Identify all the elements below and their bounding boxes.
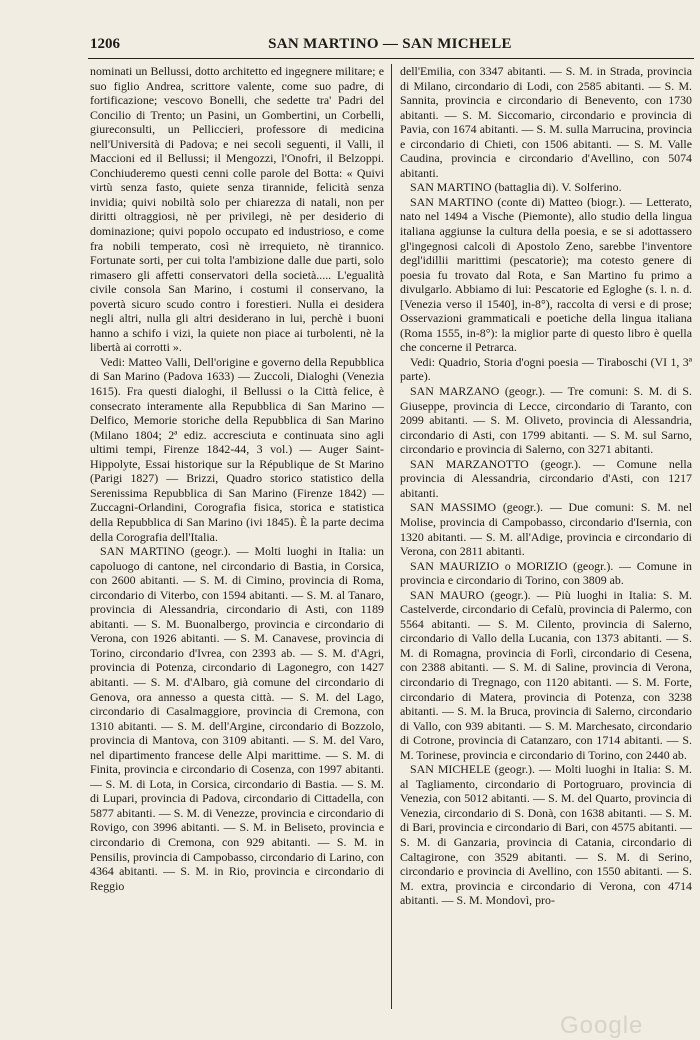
paragraph: SAN MARTINO (conte di) Matteo (biogr.). — Letterato, nato nel 1494 a Vische (Piemonte), allo studio della lingua italiana aggiunse la cultura della poesia, e se si adottassero gl'ingegnosi calcoli di Apostolo Zeno, sarebbe l'inventore degl'idillii marittimi (pescatorie); ma cotesto genere di poesia fu trovato dal Rota, e San Martino fu primo a divulgarlo. Abbiamo di lui: Pescatorie ed Egloghe (s. l. n. d. [Venezia verso il 1540], in-8°), raccolta di versi e di prose; Osservazioni grammaticali e poetiche della lingua italiana (Roma 1555, in-8°): la miglior parte di questo libro è quella che concerne il Petrarca.: [400, 194, 692, 355]
paragraph: dell'Emilia, con 3347 abitanti. — S. M. in Strada, provincia di Milano, circondario di Lodi, con 2585 abitanti. — S. M. Sannita, provincia e circondario di Benevento, con 1730 abitanti. — S. M. Siccomario, circondario e provincia di Pavia, con 1674 abitanti. — S. M. sulla Marrucina, provincia e circondario di Chieti, con 1506 abitanti. — S. M. Valle Caudina, provincia e circondario d'Avellino, con 5074 abitanti.: [400, 64, 692, 180]
paragraph: SAN MASSIMO (geogr.). — Due comuni: S. M. nel Molise, provincia di Campobasso, circondario d'Isernia, con 1320 abitanti. — S. M. all'Adige, provincia e circondario di Verona, con 2811 abitanti.: [400, 500, 692, 559]
paragraph: SAN MAURO (geogr.). — Più luoghi in Italia: S. M. Castelverde, circondario di Cefalù, provincia di Palermo, con 5564 abitanti. — S. M. Cilento, provincia di Salerno, circondario di Vallo della Lucania, con 1373 abitanti. — S. M. di Romagna, provincia di Forlì, circondario di Cesena, con 2388 abitanti. — S. M. di Saline, provincia di Verona, circondario di Tregnago, con 1120 abitanti. — S. M. Forte, circondario di Matera, provincia di Potenza, con 3238 abitanti. — S. M. la Bruca, provincia di Salerno, circondario di Vallo, con 939 abitanti. — S. M. Marchesato, circondario di Cotrone, provincia di Catanzaro, con 1714 abitanti. — S. M. Torinese, provincia e circondario di Torino, con 2440 ab.: [400, 587, 692, 762]
right-column: [400, 64, 692, 989]
page-number: 1206: [90, 36, 120, 52]
paragraph: SAN MAURIZIO o MORIZIO (geogr.). — Comune in provincia e circondario di Torino, con 3809 ab.: [400, 558, 692, 588]
paragraph: SAN MARTINO (geogr.). — Molti luoghi in Italia: un capoluogo di cantone, nel circondario di Bastia, in Corsica, con 2600 abitanti. — S. M. di Cimino, provincia di Roma, circondario di Viterbo, con 1594 abitanti. — S. M. al Tanaro, provincia di Alessandria, circondario di Asti, con 1189 abitanti. — S. M. Buonalbergo, provincia e circondario di Verona, con 1926 abitanti. — S. M. Canavese, provincia di Torino, circondario d'Ivrea, con 2393 ab. — S. M. d'Agri, provincia di Potenza, circondario di Lagonegro, con 1427 abitanti. — S. M. d'Albaro, già comune del circondario di Genova, ora annesso a questa città. — S. M. del Lago, circondario di Casalmaggiore, provincia di Cremona, con 1310 abitanti. — S. M. dell'Argine, circondario di Bozzolo, provincia di Mantova, con 3109 abitanti. — S. M. del Varo, nel dipartimento francese delle Alpi marittime. — S. M. di Finita, provincia e circondario di Cosenza, con 1997 abitanti. — S. M. di Lota, in Corsica, circondario di Bastia. — S. M. di Lupari, provincia di Padova, circondario di Cittadella, con 5877 abitanti. — S. M. di Venezze, provincia e circondario di Rovigo, con 3996 abitanti. — S. M. in Beliseto, provincia e circondario di Cremona, con 929 abitanti. — S. M. in Pensilis, provincia di Campobasso, circondario di Larino, con 4364 abitanti. — S. M. in Rio, provincia e circondario di Reggio: [90, 544, 384, 893]
header-rule: [88, 58, 694, 59]
paragraph: SAN MARZANOTTO (geogr.). — Comune nella provincia di Alessandria, circondario d'Asti, con 1217 abitanti.: [400, 456, 692, 500]
running-header: [90, 36, 690, 56]
paragraph: SAN MICHELE (geogr.). — Molti luoghi in Italia: S. M. al Tagliamento, circondario di Portogruaro, provincia di Venezia, con 5012 abitanti. — S. M. del Quarto, provincia di Venezia, circondario di S. Donà, con 1638 abitanti. — S. M. di Bari, provincia e circondario di Bari, con 4575 abitanti. — S. M. di Ganzaria, provincia di Catania, circondario di Caltagirone, con 3529 abitanti. — S. M. di Serino, circondario e provincia di Avellino, con 1550 abitanti. — S. M. extra, provincia e circondario di Verona, con 4714 abitanti. — S. M. Mondovì, pro-: [400, 762, 692, 908]
watermark: Google: [560, 1012, 644, 1039]
left-column: [90, 64, 384, 989]
paragraph: SAN MARTINO (battaglia di). V. Solferino.: [410, 180, 622, 195]
column-divider: [391, 64, 392, 1009]
running-title: SAN MARTINO — SAN MICHELE: [268, 36, 512, 52]
paragraph: Vedi: Quadrio, Storia d'ogni poesia — Tiraboschi (VI 1, 3ª parte).: [400, 354, 692, 384]
paragraph: Vedi: Matteo Valli, Dell'origine e governo della Repubblica di San Marino (Padova 1633) — Zuccoli, Dialoghi (Venezia 1615). Fra questi dialoghi, il Bellussi o la Città felice, è consecrato interamente alla Repubblica di San Marino — Delfico, Memorie storiche della Repubblica di San Marino (Milano 1804; 2ª ediz. accresciuta e continuata sino agli ultimi tempi, Firenze 1842-44, 3 vol.) — Auger Saint-Hippolyte, Essai historique sur la République de St Marino (Parigi 1827) — Brizzi, Quadro storico statistico della Serenissima Repubblica di San Marino (Firenze 1842) — Zuccagni-Orlandini, Corografia fisica, storica e statistica della Repubblica di San Marino (ivi 1845). È la parte decima della Corografia dell'Italia.: [90, 354, 384, 544]
paragraph: SAN MARZANO (geogr.). — Tre comuni: S. M. di S. Giuseppe, provincia di Lecce, circondario di Taranto, con 2099 abitanti. — S. M. Oliveto, provincia di Alessandria, circondario di Asti, con 1799 abitanti. — S. M. sul Sarno, circondario e provincia di Salerno, con 3271 abitanti.: [400, 384, 692, 457]
paragraph: nominati un Bellussi, dotto architetto ed ingegnere militare; e suo figlio Andrea, scrittore valente, come suo padre, di fortificazione; vescovo Bonelli, che sedette tra' Padri del Concilio di Trento; un Pasini, un Gombertini, un Corbelli, giureconsulti, un Pelliccieri, professore di medicina nell'Università di Padova; e nei secoli seguenti, il Valli, il Maccioni ed il Bellussi; il Mengozzi, l'Onofri, il Belzoppi. Conchiuderemo questi cenni colle parole del Botta: « Quivi virtù senza fasto, quiete senza tirannide, felicità senza invidia; quivi nobiltà solo per chiarezza di natali, non per diritti oltraggiosi, nè per privilegi, nè per desiderio di dominazione; quivi popolo occupato ed industrioso, e come fra nobili temperato, così nè irrequieto, nè tirannico. Fortunate sorti, per cui tolta l'ambizione dalle due parti, solo rimasero gli affetti conservatori della società..... L'egualità civile consola San Marino, i costumi il conservano, la povertà sicuro scudo contro i forestieri. Nulla ei desidera negli altri, nulla gli altri desiderano in lui, perchè i buoni hanno a schifo i vizi, la quiete non piace ai turbolenti, nè la libertà ai corrotti ».: [90, 64, 384, 355]
